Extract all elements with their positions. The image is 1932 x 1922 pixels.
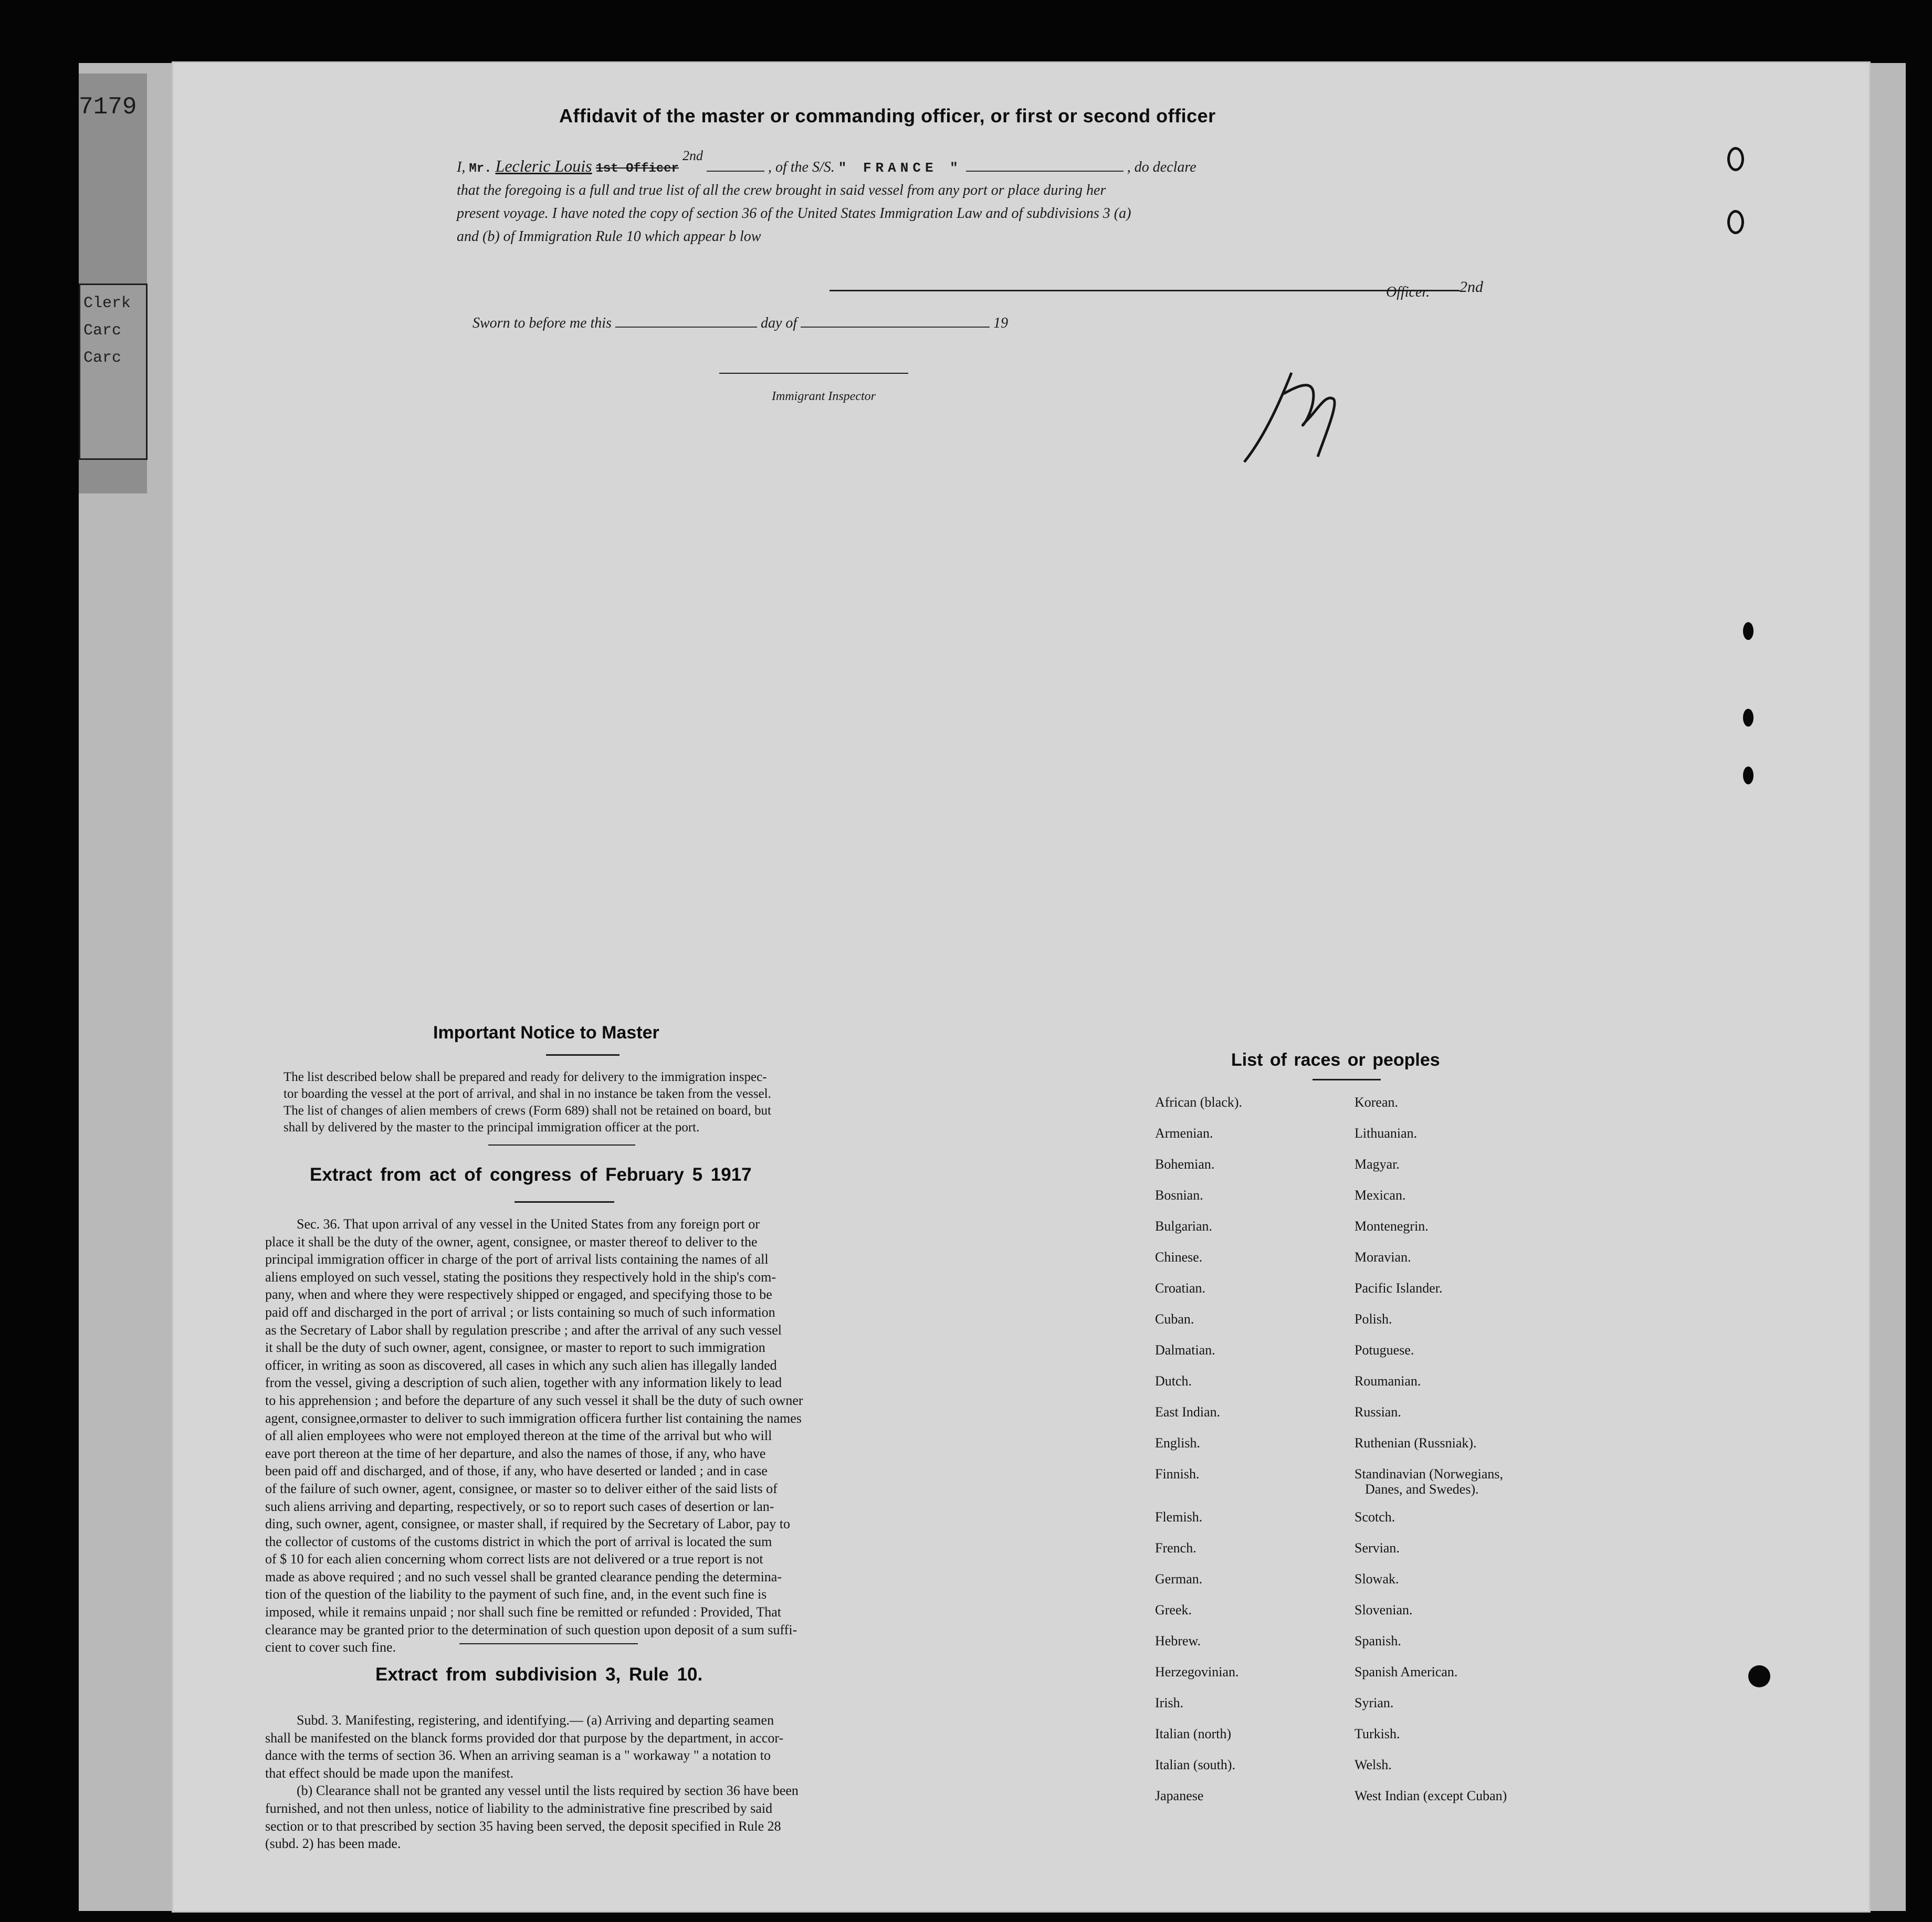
race-item: German.	[1155, 1571, 1203, 1587]
act-line: ding, such owner, agent, consignee, or master shall, if required by the Secretary of Labor, pay to	[265, 1516, 791, 1532]
affidavit-prefix: I,	[457, 159, 466, 175]
race-item: Pacific Islander.	[1354, 1280, 1443, 1296]
races-title-rule	[1312, 1079, 1381, 1080]
officer-signature-line	[830, 290, 1460, 291]
race-item: Danes, and Swedes).	[1365, 1482, 1479, 1497]
race-item: Dalmatian.	[1155, 1342, 1215, 1358]
act-line: aliens employed on such vessel, stating the positions they respectively hold in the ship's com-	[265, 1269, 776, 1285]
race-item: Bosnian.	[1155, 1188, 1203, 1203]
race-item: Magyar.	[1354, 1157, 1400, 1172]
act-line: place it shall be the duty of the owner, agent, consignee, or master thereof to deliver to the	[265, 1234, 758, 1249]
affidavit-line-1	[457, 148, 1622, 176]
act-extract-title: Extract from act of congress of February 5 1917	[310, 1164, 752, 1185]
act-line: agent, consignee,ormaster to deliver to such immigration officera further list containing the names	[265, 1410, 802, 1426]
officer-suffix: Officer.	[1386, 284, 1430, 300]
act-line: of the failure of such owner, agent, consignee, or master so to deliver either of the said lists of	[265, 1480, 778, 1496]
act-line: it shall be the duty of such owner, agent, consignee, or master to report to such immigration	[265, 1340, 765, 1356]
binder-hole	[1743, 709, 1754, 727]
act-line: pany, when and where they were respectively shipped or engaged, and specifying those to be	[265, 1287, 772, 1303]
act-line: as the Secretary of Labor shall by regulation prescribe ; and after the arrival of any such vessel	[265, 1322, 782, 1338]
race-item: Russian.	[1354, 1404, 1401, 1420]
act-line: tion of the question of the liability to the payment of such fine, and, in the event such fine is	[265, 1587, 767, 1602]
race-item: Polish.	[1354, 1311, 1392, 1327]
affidavit-title: Affidavit of the master or commanding officer, or first or second officer	[559, 105, 1216, 127]
affidavit-page	[173, 63, 1869, 1911]
race-item: Flemish.	[1155, 1509, 1203, 1525]
race-item: Armenian.	[1155, 1126, 1213, 1141]
act-line: of $ 10 for each alien concerning whom correct lists are not delivered or a true report is not	[265, 1551, 763, 1567]
act-line: of all alien employees who were not employed thereon at the time of the arrival but who will	[265, 1428, 772, 1444]
binder-hole	[1748, 1665, 1770, 1687]
race-item: Dutch.	[1155, 1373, 1192, 1389]
sworn-prefix: Sworn to before me this	[472, 315, 612, 331]
notice-line: The list of changes of alien members of crews (Form 689) shall not be retained on board, but	[284, 1104, 771, 1118]
race-item: Greek.	[1155, 1602, 1192, 1618]
rule-line: (b) Clearance shall not be granted any vessel until the lists required by section 36 have been	[297, 1783, 799, 1799]
rule-line: furnished, and not then unless, notice of liability to the administrative fine prescribed by said	[265, 1800, 773, 1816]
sworn-day: day of	[760, 315, 797, 331]
race-item: Standinavian (Norwegians,	[1354, 1466, 1504, 1482]
race-item: Hebrew.	[1155, 1633, 1201, 1648]
act-line: cient to cover such fine.	[265, 1640, 396, 1655]
inspector-signature-line	[719, 373, 908, 374]
sworn-year: 19	[993, 315, 1009, 331]
race-item: Italian (north)	[1155, 1726, 1232, 1741]
act-divider	[459, 1643, 638, 1644]
race-item: French.	[1155, 1540, 1196, 1556]
stamp-line: Carc	[83, 349, 122, 367]
rule-extract-title: Extract from subdivision 3, Rule 10.	[375, 1664, 703, 1685]
race-item: Finnish.	[1155, 1466, 1200, 1482]
race-item: Croatian.	[1155, 1280, 1206, 1296]
binder-hole-outline	[1727, 210, 1744, 234]
rule-extract-body	[265, 1711, 832, 1853]
act-line: the collector of customs of the customs district in which the port of arrival is located the sum	[265, 1534, 772, 1549]
race-item: Ruthenian (Russniak).	[1354, 1435, 1477, 1451]
act-line: Sec. 36. That upon arrival of any vessel in the United States from any foreign port or	[297, 1216, 760, 1232]
notice-title: Important Notice to Master	[433, 1023, 659, 1043]
officer-rank-typed: Mr.	[469, 162, 492, 176]
race-item: Mexican.	[1354, 1188, 1406, 1203]
race-item: English.	[1155, 1435, 1200, 1451]
race-item: Italian (south).	[1155, 1757, 1236, 1772]
handwritten-signature	[1234, 336, 1354, 478]
vessel-prefix: , of the S/S.	[768, 159, 835, 175]
sworn-line	[472, 315, 1008, 332]
act-line: made as above required ; and no such vessel shall be granted clearance pending the determina-	[265, 1569, 782, 1584]
race-item: Japanese	[1155, 1788, 1204, 1803]
race-item: Turkish.	[1354, 1726, 1400, 1741]
officer-rank-struck: 1st Officer	[595, 162, 679, 176]
inspector-label: Immigrant Inspector	[772, 390, 876, 403]
race-item: East Indian.	[1155, 1404, 1221, 1420]
race-item: Spanish.	[1354, 1633, 1401, 1648]
race-item: Chinese.	[1155, 1249, 1203, 1265]
vessel-name: " FRANCE "	[838, 160, 962, 176]
binder-hole-outline	[1727, 147, 1744, 171]
race-item: Potuguese.	[1354, 1342, 1414, 1358]
act-line: officer, in writing as soon as discovered, all cases in which any such alien has illegally landed	[265, 1357, 777, 1373]
corner-number: 7179	[79, 93, 137, 121]
race-item: Irish.	[1155, 1695, 1184, 1710]
race-item: Montenegrin.	[1354, 1219, 1429, 1234]
rule-line: dance with the terms of section 36. When an arriving seaman is a " workaway " a notation to	[265, 1748, 771, 1763]
notice-title-rule	[546, 1054, 620, 1056]
race-item: Roumanian.	[1354, 1373, 1421, 1389]
act-line: from the vessel, giving a description of such alien, together with any information likely to lead	[265, 1375, 782, 1391]
race-item: Moravian.	[1354, 1249, 1411, 1265]
race-item: Welsh.	[1354, 1757, 1392, 1772]
officer-rank-handwritten-2: 2nd	[1460, 278, 1483, 296]
act-line: principal immigration officer in charge of the port of arrival lists containing the names of all	[265, 1252, 769, 1267]
binder-hole	[1743, 766, 1754, 784]
stamp-line: Clerk	[83, 295, 131, 312]
races-title: List of races or peoples	[1231, 1050, 1440, 1070]
rule-line: section or to that prescribed by section 35 having been served, the deposit specified in Rule 28	[265, 1818, 781, 1834]
rule-line: (subd. 2) has been made.	[265, 1836, 401, 1852]
binder-hole	[1743, 622, 1754, 640]
officer-name-handwritten: Lecleric Louis	[495, 156, 592, 175]
race-item: Bulgarian.	[1155, 1219, 1213, 1234]
rule-line: shall be manifested on the blanck forms provided dor that purpose by the department, in accor-	[265, 1730, 784, 1746]
clerk-stamp	[79, 283, 148, 460]
act-line: eave port thereon at the time of her departure, and also the names of those, if any, who have	[265, 1445, 766, 1461]
race-item: Herzegovinian.	[1155, 1664, 1239, 1679]
officer-rank-handwritten: 2nd	[682, 148, 703, 163]
act-extract-rule	[514, 1201, 614, 1203]
affidavit-line-4: and (b) of Immigration Rule 10 which appear b low	[457, 228, 761, 245]
race-item: West Indian (except Cuban)	[1354, 1788, 1507, 1803]
act-extract-body	[265, 1215, 832, 1656]
notice-paragraph	[284, 1069, 837, 1136]
declare-text: , do declare	[1127, 159, 1196, 175]
act-line: been paid off and discharged, and of those, if any, who have deserted or landed ; and in case	[265, 1463, 768, 1479]
rule-line: Subd. 3. Manifesting, registering, and identifying.— (a) Arriving and departing seamen	[297, 1713, 774, 1728]
notice-line: The list described below shall be prepared and ready for delivery to the immigration inspec-	[284, 1070, 767, 1084]
notice-line: tor boarding the vessel at the port of arrival, and shal in no instance be taken from the vessel.	[284, 1087, 771, 1101]
race-item: Bohemian.	[1155, 1157, 1215, 1172]
race-item: Slovenian.	[1354, 1602, 1413, 1618]
act-line: clearance may be granted prior to the determination of such question upon deposit of a sum suffi-	[265, 1622, 797, 1637]
affidavit-line-2: that the foregoing is a full and true list of all the crew brought in said vessel from any port or place during her	[457, 182, 1106, 198]
act-line: to his apprehension ; and before the departure of any such vessel it shall be the duty of such owner	[265, 1392, 803, 1408]
act-line: such aliens arriving and departing, respectively, or so to report such cases of desertion or lan-	[265, 1498, 774, 1514]
act-line: imposed, while it remains unpaid ; nor shall such fine be remitted or refunded : Provided, That	[265, 1604, 781, 1620]
act-line: paid off and discharged in the port of arrival ; or lists containing so much of such information	[265, 1304, 775, 1320]
race-item: Korean.	[1354, 1095, 1399, 1110]
race-item: Cuban.	[1155, 1311, 1194, 1327]
race-item: African (black).	[1155, 1095, 1243, 1110]
rule-line: that effect should be made upon the manifest.	[265, 1765, 514, 1781]
race-item: Lithuanian.	[1354, 1126, 1418, 1141]
race-item: Syrian.	[1354, 1695, 1394, 1710]
stamp-line: Carc	[83, 322, 122, 340]
race-item: Servian.	[1354, 1540, 1400, 1556]
notice-divider	[488, 1144, 635, 1146]
race-item: Slowak.	[1354, 1571, 1399, 1587]
race-item: Scotch.	[1354, 1509, 1395, 1525]
notice-line: shall by delivered by the master to the principal immigration officer at the port.	[284, 1120, 700, 1135]
race-item: Spanish American.	[1354, 1664, 1458, 1679]
affidavit-line-3: present voyage. I have noted the copy of section 36 of the United States Immigration Law and of subdivisions 3 (a)	[457, 205, 1131, 222]
